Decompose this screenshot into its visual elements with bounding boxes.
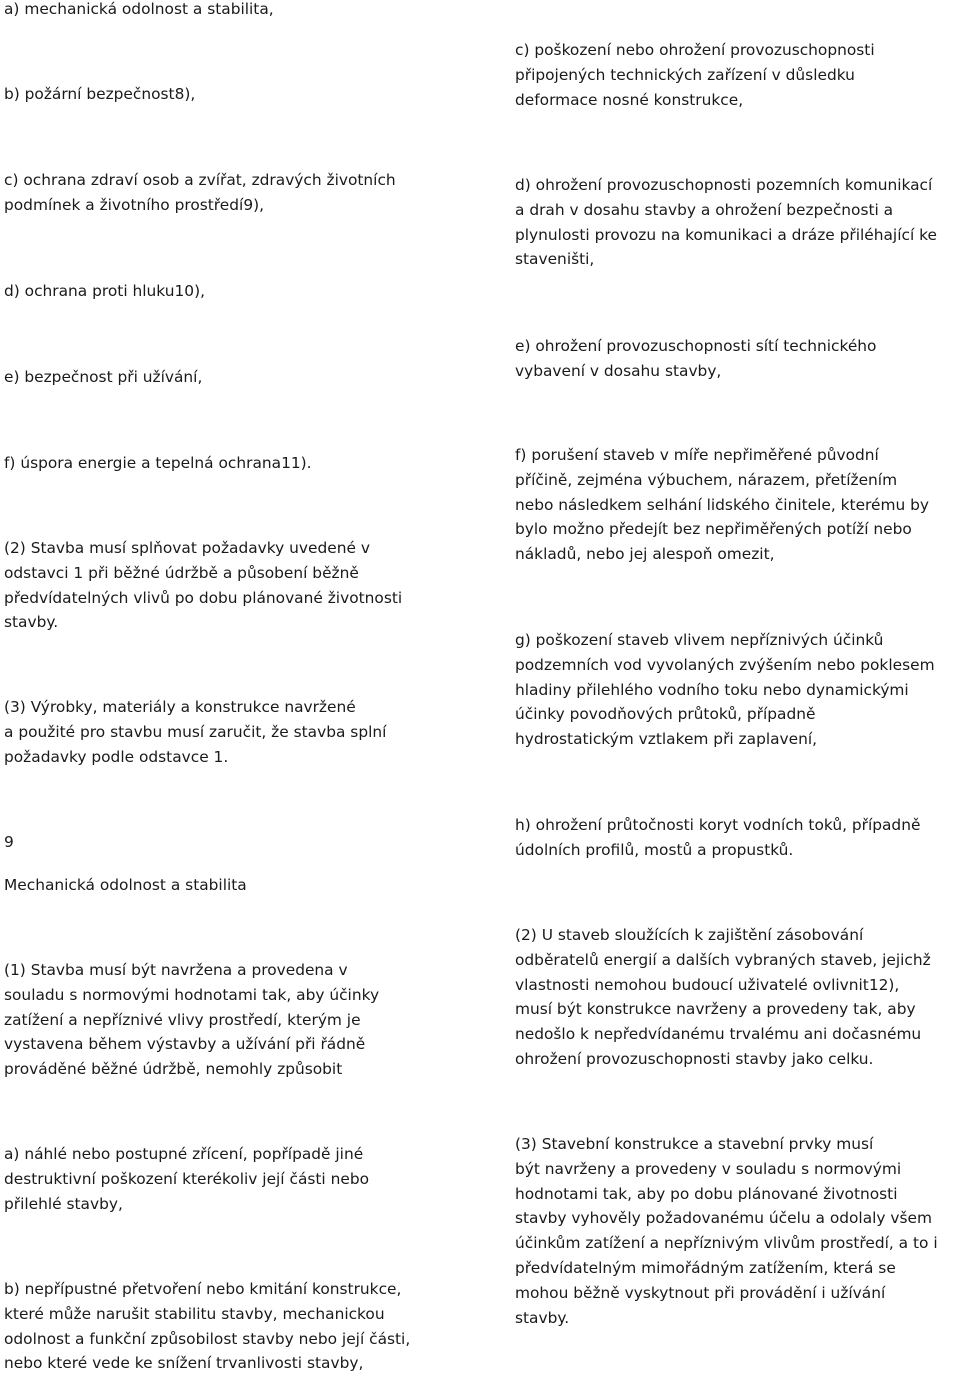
- paragraph-1: (1) Stavba musí být navržena a provedena v souladu s normovými hodnotami tak, aby účinky zatížení a nepříznivé vlivy prostředí, kterým je vystavena během výstavby a užívání při řádně prováděné běžné údržbě, nemohly způsobit: [4, 961, 380, 1079]
- section-title: Mechanická odolnost a stabilita: [4, 876, 247, 894]
- paragraph-3-konstrukce: (3) Stavební konstrukce a stavební prvky musí být navrženy a provedeny v souladu s normovými hodnotami tak, aby po dobu plánované životnosti stavby vyhověly požadovanému účelu a odolaly všem účinkům zatížení a nepříznivým vlivům prostředí, a to i předvídatelným mimořádným zatížením, která se mohou běžně vyskytnout při provádění i užívání stavby.: [515, 1135, 938, 1327]
- section-number: 9: [4, 833, 14, 851]
- list-item-c: c) poškození nebo ohrožení provozuschopnosti připojených technických zařízení v důsledku deformace nosné konstrukce,: [515, 41, 875, 109]
- requirement-f: f) úspora energie a tepelná ochrana11).: [4, 454, 312, 472]
- paragraph-2-stavby: (2) U staveb sloužících k zajištění zásobování odběratelů energií a dalších vybraných staveb, jejichž vlastnosti nemohou budoucí uživatelé ovlivnit12), musí být konstrukce navrženy a provedeny tak, aby nedošlo k nepředvídanému trvalému ani dočasnému ohrožení provozuschopnosti stavby jako celku.: [515, 926, 931, 1068]
- list-item-a: a) náhlé nebo postupné zřícení, popřípadě jiné destruktivní poškození kterékoliv její části nebo přilehlé stavby,: [4, 1145, 370, 1213]
- requirement-a: a) mechanická odolnost a stabilita,: [4, 0, 274, 18]
- paragraph-2: (2) Stavba musí splňovat požadavky uvedené v odstavci 1 při běžné údržbě a působení běžně předvídatelných vlivů po dobu plánované životnosti stavby.: [4, 539, 403, 632]
- requirement-d: d) ochrana proti hluku10),: [4, 282, 205, 300]
- list-item-b: b) nepřípustné přetvoření nebo kmitání konstrukce, které může narušit stabilitu stavby, mechanickou odolnost a funkční způsobilost stavby nebo její části, nebo které vede ke snížení trvanlivosti stavby,: [4, 1280, 411, 1373]
- requirement-c: c) ochrana zdraví osob a zvířat, zdravých životních podmínek a životního prostředí9),: [4, 171, 396, 214]
- list-item-e: e) ohrožení provozuschopnosti sítí technického vybavení v dosahu stavby,: [515, 337, 877, 380]
- list-item-h: h) ohrožení průtočnosti koryt vodních toků, případně údolních profilů, mostů a propustků.: [515, 816, 921, 859]
- list-item-d: d) ohrožení provozuschopnosti pozemních komunikací a drah v dosahu stavby a ohrožení bezpečnosti a plynulosti provozu na komunikaci a dráze přiléhající ke staveništi,: [515, 176, 937, 269]
- list-item-g: g) poškození staveb vlivem nepříznivých účinků podzemních vod vyvolaných zvýšením nebo poklesem hladiny přilehlého vodního toku nebo dynamickými účinky povodňových průtoků, případně hydrostatickým vztlakem při zaplavení,: [515, 631, 935, 749]
- list-item-f: f) porušení staveb v míře nepřiměřené původní příčině, zejména výbuchem, nárazem, přetížením nebo následkem selhání lidského činitele, kterému by bylo možno předejít bez nepřiměřených potíží nebo nákladů, nebo jej alespoň omezit,: [515, 446, 930, 564]
- paragraph-3: (3) Výrobky, materiály a konstrukce navržené a použité pro stavbu musí zaručit, že stavba splní požadavky podle odstavce 1.: [4, 698, 387, 766]
- requirement-b: b) požární bezpečnost8),: [4, 85, 196, 103]
- requirement-e: e) bezpečnost při užívání,: [4, 368, 203, 386]
